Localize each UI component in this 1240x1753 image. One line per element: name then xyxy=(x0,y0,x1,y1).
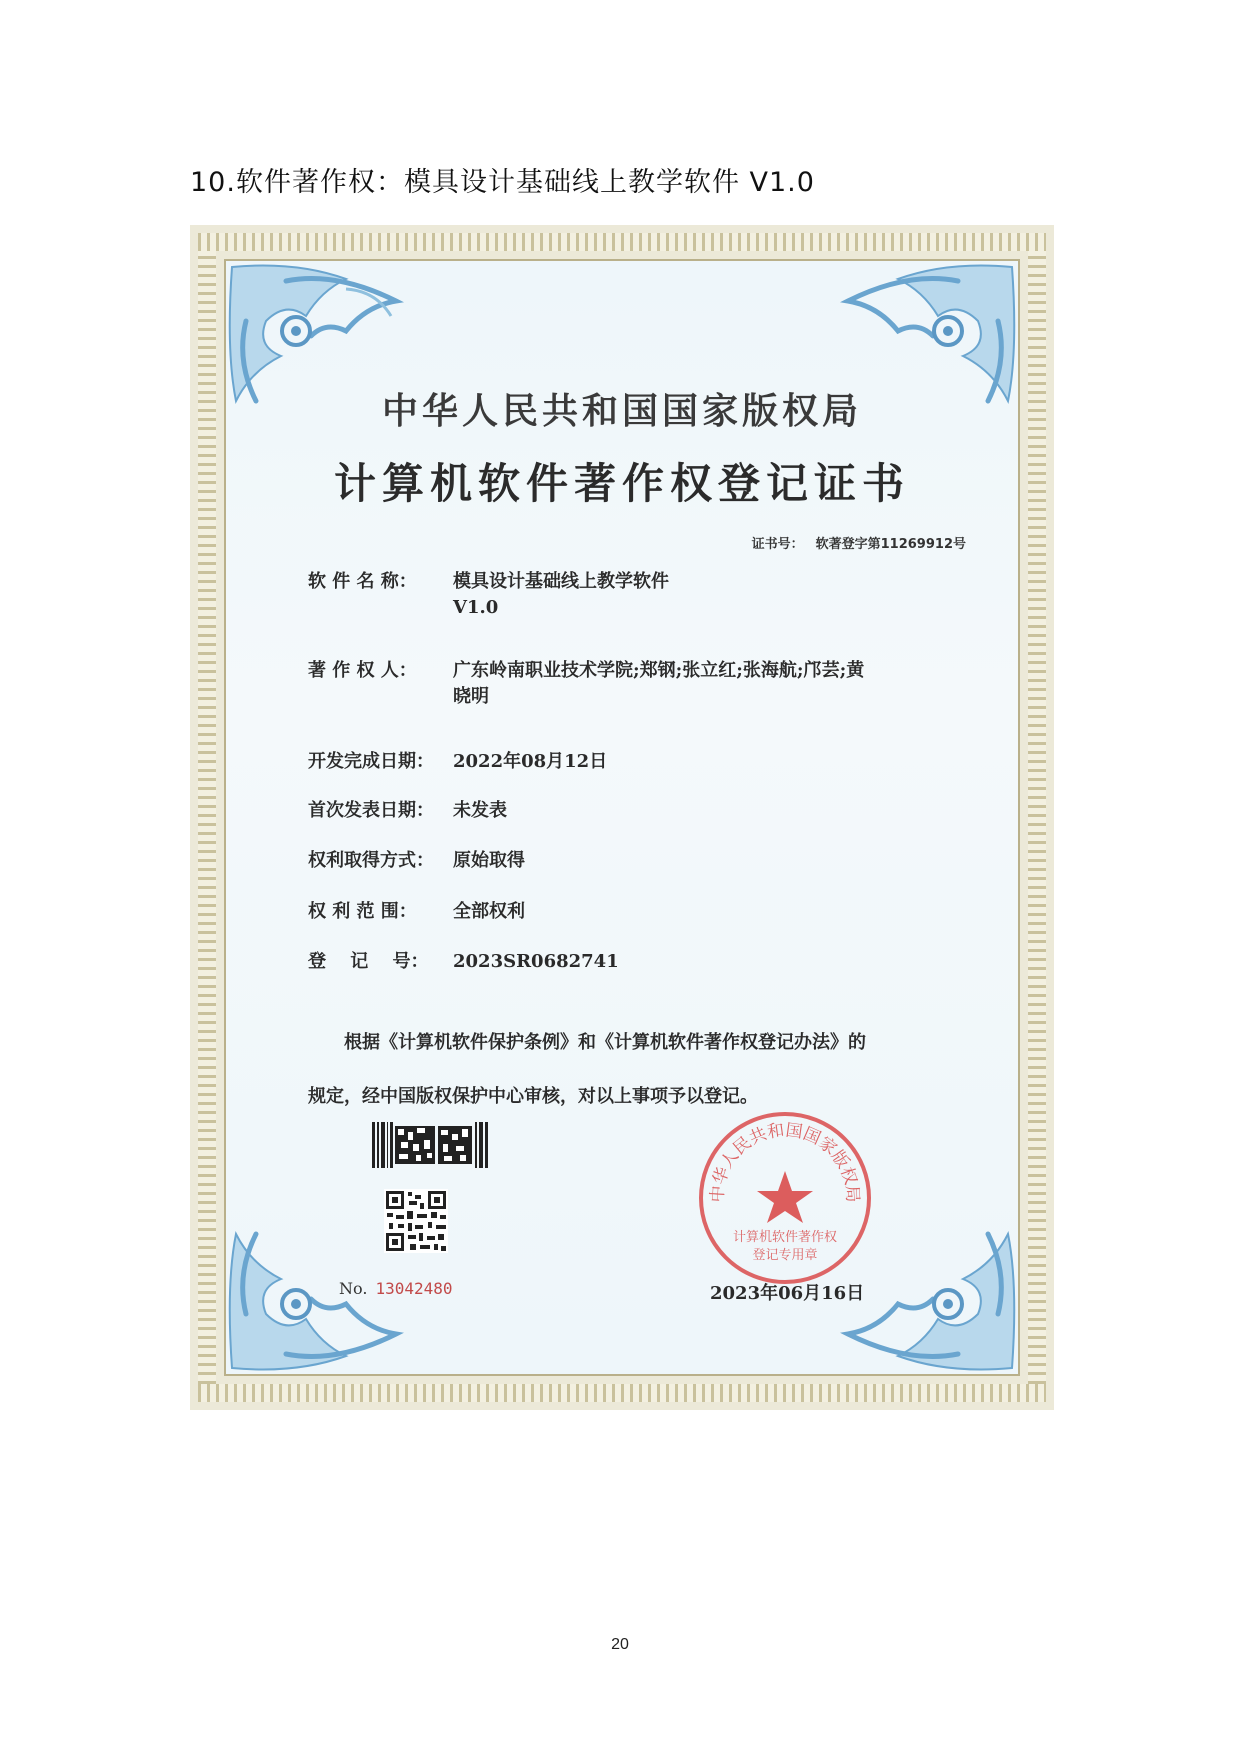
field-label: 著 作 权 人： xyxy=(308,660,417,681)
certificate-number xyxy=(752,533,966,552)
seal-outer-text: 中华人民共和国国家版权局 xyxy=(707,1120,863,1204)
certificate-number-label: 证书号： xyxy=(751,537,804,552)
field-value: 未发表 xyxy=(453,800,507,821)
issue-date: 2023年06月16日 xyxy=(710,1283,865,1304)
serial-value: 13042480 xyxy=(375,1279,453,1298)
field-first-publish-date xyxy=(308,798,953,824)
field-software-name xyxy=(308,569,953,621)
field-acquisition-method xyxy=(308,848,953,874)
page-heading: 10.软件著作权：模具设计基础线上教学软件 V1.0 xyxy=(190,167,815,198)
field-value: 广东岭南职业技术学院;郑钢;张立红;张海航;邝芸;黄 晓明 xyxy=(453,660,865,707)
field-label: 权利取得方式： xyxy=(308,850,434,871)
barcode-icon xyxy=(372,1122,488,1168)
basis-line-1: 根据《计算机软件保护条例》和《计算机软件著作权登记办法》的 xyxy=(344,1032,866,1053)
serial-label: No. xyxy=(339,1279,368,1298)
basis-line-2: 规定，经中国版权保护中心审核，对以上事项予以登记。 xyxy=(308,1086,758,1107)
page-number: 20 xyxy=(611,1636,629,1653)
field-label: 首次发表日期： xyxy=(308,800,434,821)
certificate-image xyxy=(190,225,1054,1410)
serial-number xyxy=(339,1279,453,1298)
qr-code-icon xyxy=(384,1189,448,1253)
field-value: 全部权利 xyxy=(453,901,525,922)
seal-inner-line-1: 计算机软件著作权 xyxy=(732,1230,838,1245)
field-label: 软 件 名 称： xyxy=(308,571,417,592)
issuer-title: 中华人民共和国国家版权局 xyxy=(381,390,862,432)
seal-inner-line-2: 登记专用章 xyxy=(752,1248,818,1263)
certificate-body xyxy=(224,259,1020,1376)
field-value: 2022年08月12日 xyxy=(453,751,608,772)
registration-basis xyxy=(308,1016,948,1124)
field-label: 登 记 号： xyxy=(308,951,429,972)
certificate-number-value: 软著登字第11269912号 xyxy=(815,537,966,552)
field-value: 2023SR0682741 xyxy=(453,951,619,972)
certificate-title: 计算机软件著作权登记证书 xyxy=(333,459,910,508)
field-registration-number xyxy=(308,949,953,975)
field-completion-date xyxy=(308,749,953,775)
field-label: 开发完成日期： xyxy=(308,751,434,772)
field-label: 权 利 范 围： xyxy=(308,901,417,922)
field-rights-scope xyxy=(308,899,953,925)
field-copyright-owner xyxy=(308,658,953,710)
official-seal-icon xyxy=(696,1109,874,1287)
field-value: 原始取得 xyxy=(453,850,525,871)
field-value: 模具设计基础线上教学软件 V1.0 xyxy=(453,571,669,618)
